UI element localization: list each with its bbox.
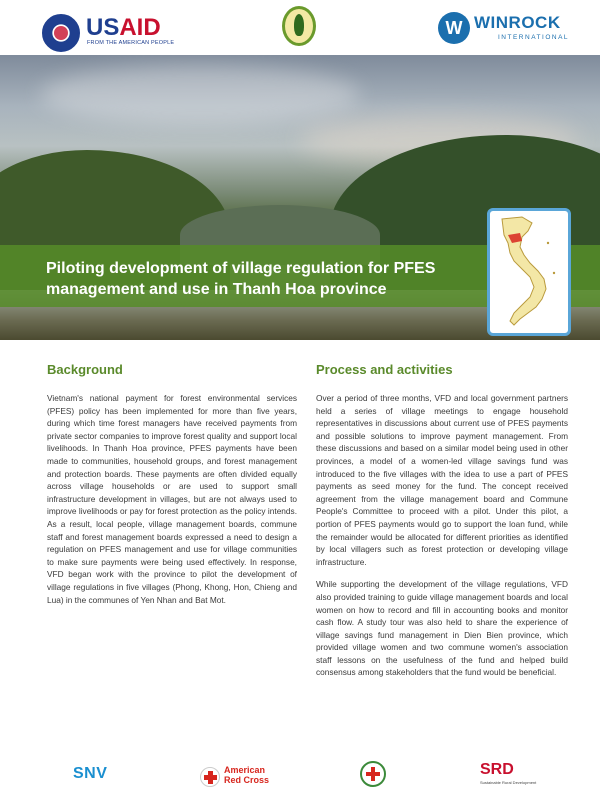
process-paragraph-1: Over a period of three months, VFD and local government partners held a series of village meetings to engage household representatives in discussions about current use of PFES payments and possible solutions to improve payment management. From these discussions and based on a similar model being used in other provinces, a model of a women-led village savings fund was introduced to the five villages with the idea to use a part of PFES payments as seed money for the fund. The concept received agreement from the village management board and Commune People's Committee to proceed with a pilot. Under this pilot, a portion of PFES payments would go to support the loan fund, while the remainder would be allocated for different priorities as identified by local villagers such as forest protection or developing village infrastructure. bbox=[316, 393, 568, 567]
usaid-aid-text: AID bbox=[119, 14, 161, 41]
winrock-sub: INTERNATIONAL bbox=[498, 34, 570, 41]
footer-logos bbox=[0, 755, 600, 800]
usaid-logo bbox=[20, 6, 175, 48]
snv-logo: SNV bbox=[73, 765, 108, 782]
process-heading: Process and activities bbox=[316, 362, 453, 377]
srd-mark: SRD bbox=[480, 761, 514, 778]
page-title: Piloting development of village regulation for PFES management and use in Thanh Hoa province bbox=[46, 260, 436, 298]
arc-line-2: Red Cross bbox=[224, 775, 270, 785]
process-section bbox=[316, 362, 568, 679]
arc-name bbox=[224, 765, 269, 785]
srd-logo bbox=[480, 761, 540, 791]
american-red-cross-logo bbox=[200, 763, 310, 793]
background-section bbox=[47, 362, 297, 606]
winrock-logo bbox=[438, 10, 588, 48]
background-paragraph: Vietnam's national payment for forest environmental services (PFES) policy has been implemented for more than five years, during which time forest managers have received payments from private sector companies to improve forest quality and support local livelihoods. In Thanh Hoa province, PFES payments have been made to communities, household groups, and forest management and protection boards. These payments are often divided equally across village households or are used to support small infrastructure development in villages, but are not always used to improve livelihoods or pay for forest protection as the policy intends. As a result, local people, village management boards, commune staff and forest management boards expressed a need to design a regulation on PFES management and use for village communities to make sure payments were being used effectively. In response, VFD began work with the province to pilot the development of village regulations in five villages (Phong, Khong, Hon, Chieng and Lua) in the communes of Yen Nhan and Bat Mot. bbox=[47, 393, 297, 605]
usaid-wordmark bbox=[86, 14, 161, 42]
arc-line-1: American bbox=[224, 765, 266, 775]
winrock-name: WINROCK bbox=[474, 13, 561, 32]
usaid-us-text: US bbox=[86, 14, 120, 41]
usaid-tagline: FROM THE AMERICAN PEOPLE bbox=[87, 40, 175, 46]
header-logos bbox=[0, 0, 600, 55]
winrock-mark: W bbox=[438, 12, 470, 44]
vietnam-map-icon bbox=[487, 208, 571, 336]
process-paragraph-2: While supporting the development of the village regulations, VFD also provided training to guide village management boards and local women on how to record and fill in accounting books and monitor cash flow. A study tour was also held to share the experience of village savings fund management in Dien Bien province, which provided village women and two commune women's association staff lessons on the usefulness of the fund and helped build consensus among stakeholders that the fund would be beneficial. bbox=[316, 579, 568, 678]
vietnam-forestry-logo-icon bbox=[282, 6, 316, 46]
background-heading: Background bbox=[47, 362, 123, 377]
vietnam-red-cross-icon bbox=[360, 761, 386, 787]
usaid-seal-icon bbox=[42, 14, 80, 52]
srd-sub: Sustainable Rural Development bbox=[480, 780, 537, 785]
red-cross-icon bbox=[200, 767, 220, 787]
